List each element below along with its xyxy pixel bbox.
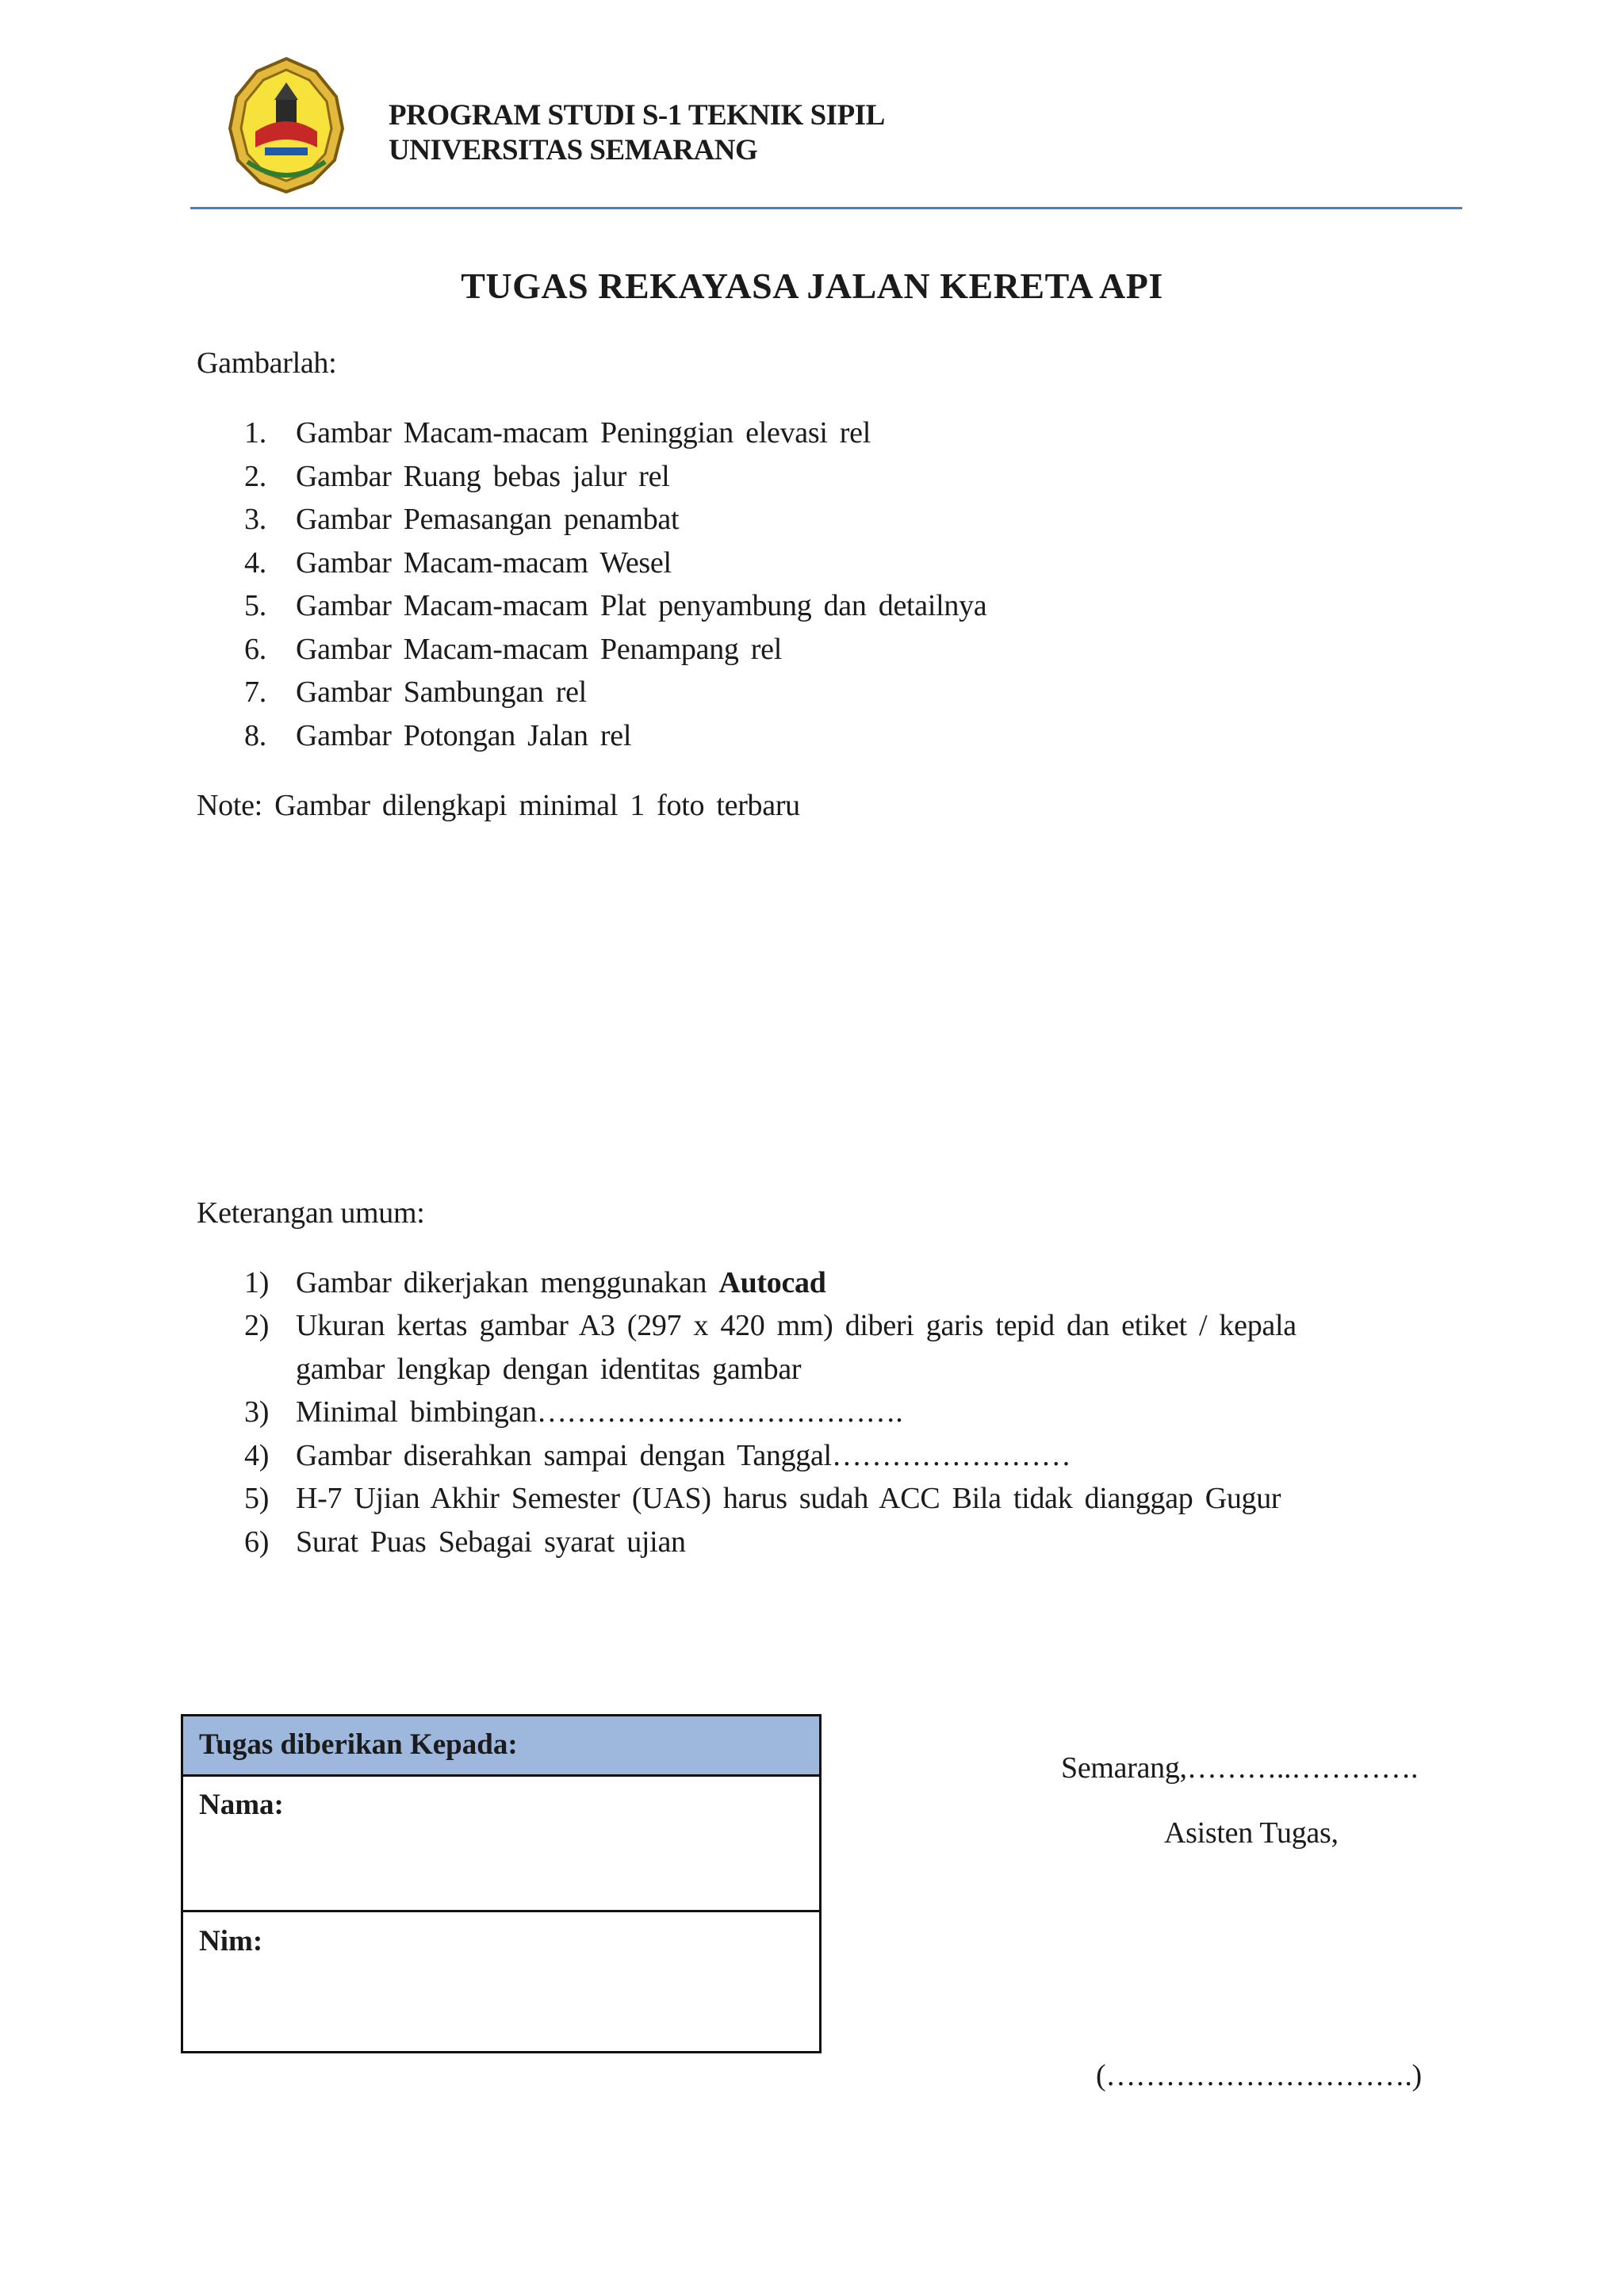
name-label: Nama:	[199, 1789, 284, 1821]
keterangan-number: 1)	[244, 1266, 270, 1299]
task-text: Gambar Macam-macam Wesel	[296, 546, 672, 580]
keterangan-number: 3)	[244, 1395, 270, 1429]
header-divider	[190, 207, 1462, 209]
task-text: Gambar Macam-macam Penampang rel	[296, 633, 782, 666]
page-title: TUGAS REKAYASA JALAN KERETA API	[461, 266, 1163, 306]
keterangan-text: Ukuran kertas gambar A3 (297 x 420 mm) diberi garis tepid dan etiket / kepala	[296, 1309, 1297, 1342]
task-text: Gambar Macam-macam Plat penyambung dan detailnya	[296, 589, 987, 622]
task-number: 6.	[244, 633, 266, 666]
assignment-box	[181, 1714, 822, 2053]
task-number: 1.	[244, 416, 266, 450]
keterangan-text: Gambar diserahkan sampai dengan Tanggal……………………	[296, 1439, 1071, 1472]
keterangan-number: 5)	[244, 1482, 270, 1515]
assignment-header-text: Tugas diberikan Kepada:	[199, 1728, 518, 1761]
keterangan-text: H-7 Ujian Akhir Semester (UAS) harus sudah ACC Bila tidak dianggap Gugur	[296, 1482, 1281, 1515]
nim-label: Nim:	[199, 1925, 263, 1957]
task-text: Gambar Pemasangan penambat	[296, 503, 680, 536]
task-number: 3.	[244, 503, 266, 536]
program-name: PROGRAM STUDI S-1 TEKNIK SIPIL	[389, 99, 885, 132]
task-text: Gambar Sambungan rel	[296, 675, 587, 709]
keterangan-text-plain: Gambar dikerjakan menggunakan	[296, 1266, 719, 1299]
keterangan-text-bold: Autocad	[718, 1266, 826, 1299]
task-number: 5.	[244, 589, 266, 622]
signature-name-placeholder: (………………………….)	[1096, 2059, 1422, 2092]
task-text: Gambar Ruang bebas jalur rel	[296, 460, 670, 493]
keterangan-number: 4)	[244, 1439, 270, 1472]
task-number: 8.	[244, 719, 266, 752]
intro-text: Gambarlah:	[197, 346, 337, 380]
task-number: 7.	[244, 675, 266, 709]
university-emblem-icon	[224, 55, 349, 197]
assignment-box-header	[183, 1716, 819, 1777]
keterangan-text: Minimal bimbingan……………………………….	[296, 1395, 903, 1429]
task-text: Gambar Potongan Jalan rel	[296, 719, 632, 752]
keterangan-text: Surat Puas Sebagai syarat ujian	[296, 1525, 686, 1559]
signature-role: Asisten Tugas,	[1164, 1816, 1339, 1850]
keterangan-text	[296, 1265, 826, 1300]
keterangan-number: 6)	[244, 1525, 270, 1559]
keterangan-number: 2)	[244, 1309, 270, 1342]
keterangan-text: gambar lengkap dengan identitas gambar	[296, 1353, 802, 1386]
place-date: Semarang,………..………….	[1061, 1751, 1419, 1785]
task-number: 2.	[244, 460, 266, 493]
university-name: UNIVERSITAS SEMARANG	[389, 134, 758, 166]
box-divider	[183, 1910, 819, 1912]
note-text: Note: Gambar dilengkapi minimal 1 foto terbaru	[197, 789, 800, 822]
task-text: Gambar Macam-macam Peninggian elevasi rel	[296, 416, 871, 450]
task-number: 4.	[244, 546, 266, 580]
keterangan-title: Keterangan umum:	[197, 1196, 425, 1230]
